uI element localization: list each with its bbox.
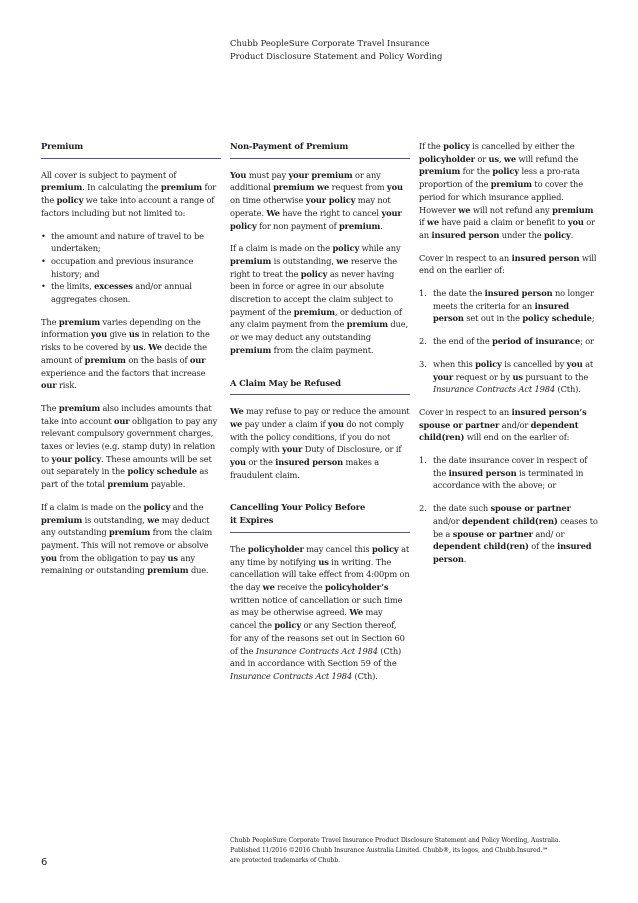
paragraph: The premium also includes amounts that take into account our obligation to pay any relevant compulsory government charges, taxes or levies (e.g. stamp duty) in relation to your policy. These amounts will be set out separately in the policy schedule as part of the total premium payable. [41,402,218,490]
section-heading-cancelling [230,501,410,526]
list-item: • occupation and previous insurance history; and [41,255,221,280]
footer-line: Published 11/2016 ©2016 Chubb Insurance Australia Limited. Chubb®, its logos, and Chubb.Insured.℠ [230,847,549,854]
heading-rule [41,158,221,159]
list-text: the date the insured person no longer meets the criteria for an insured person set out in the policy schedule; [433,288,595,324]
list-item [419,287,599,325]
bullet-list [41,230,221,306]
footer-line: Chubb PeopleSure Corporate Travel Insurance Product Disclosure Statement and Policy Wording, Australia. [230,837,561,844]
list-number: 1. [419,288,427,299]
list-item [419,358,599,396]
paragraph: If the policy is cancelled by either the policyholder or us, we will refund the premium for the policy less a pro-rata proportion of the premium to cover the period for which insurance applied. However we will not refund any premium if we have paid a claim or benefit to you or an insured person under the policy. [419,141,595,240]
section-heading-claim-refused: A Claim May be Refused [230,377,341,388]
paragraph: All cover is subject to payment of premium. In calculating the premium for the policy we take into account a range of factors including but not limited to: [41,169,217,218]
list-text: the date such spouse or partner and/or dependent child(ren) ceases to be a spouse or partner and/ or dependent child(ren) of the insured person. [433,503,598,564]
list-number: 2. [419,336,427,347]
list-text: when this policy is cancelled by you at your request or by us pursuant to the Insurance Contracts Act 1984 (Cth). [433,358,594,395]
header-title: Chubb PeopleSure Corporate Travel Insurance [230,38,430,48]
list-text: the date insurance cover in respect of the insured person is terminated in accordance with the above; or [433,455,588,491]
heading-line: Cancelling Your Policy Before [230,502,366,513]
list-text: the end of the period of insurance; or [433,336,594,347]
column-refund-cover [419,140,599,576]
page-number: 6 [41,857,48,868]
list-number: 1. [419,455,427,466]
list-item [419,502,599,566]
section-heading-non-payment: Non-Payment of Premium [230,141,349,151]
paragraph: We may refuse to pay or reduce the amount we pay under a claim if you do not comply with the policy conditions, if you do not comply with your Duty of Disclosure, or if you or the insured person makes a fraudulent claim. [230,406,410,480]
numbered-list [419,287,599,396]
paragraph: If a claim is made on the policy and the premium is outstanding, we may deduct any outstanding premium from the claim payment. This will not remove or absolve you from the obligation to pay us any remaining or outstanding premium due. [41,501,213,576]
list-number: 3. [419,358,427,369]
list-item: • the limits, excesses and/or annual aggregates chosen. [41,280,221,305]
heading-line: it Expires [230,515,274,526]
heading-rule [230,394,410,395]
paragraph: The premium varies depending on the information you give us in relation to the risks to be covered by us. We decide the amount of premium on the basis of our experience and the factors that increase our risk. [41,316,210,391]
paragraph: Cover in respect to an insured person will end on the earlier of: [419,252,597,276]
list-number: 2. [419,503,427,514]
heading-rule [230,532,410,533]
page-header [230,37,442,63]
list-item [419,335,599,348]
paragraph: You must pay your premium or any additional premium we request from you on time otherwise your policy may not operate. We have the right to cancel your policy for non payment of premium. [230,169,403,231]
numbered-list [419,454,599,566]
column-non-payment [230,140,410,693]
heading-rule [230,158,410,159]
list-item [419,454,599,492]
paragraph: If a claim is made on the policy while any premium is outstanding, we reserve the right to treat the policy as never having been in force or agree in our absolute discretion to accept the claim subject to payment of the premium, or deduction of any claim payment from the premium due, or we may deduct any outstanding premium from the claim payment. [230,243,409,355]
paragraph: Cover in respect to an insured person’s spouse or partner and/or dependent child(ren) will end on the earlier of: [419,406,587,443]
header-subtitle: Product Disclosure Statement and Policy Wording [230,51,443,61]
paragraph: The policyholder may cancel this policy at any time by notifying us in writing. The cancellation will take effect from 4:00pm on the day we receive the policyholder’s written notice of cancellation or such time as may be otherwise agreed. We may cancel the policy or any Section thereof, for any of the reasons set out in Section 60 of the Insurance Contracts Act 1984 (Cth) and in accordance with Section 59 of the Insurance Contracts Act 1984 (Cth). [230,543,410,681]
list-item: • the amount and nature of travel to be undertaken; [41,230,221,255]
section-heading-premium: Premium [41,141,83,151]
column-premium [41,140,221,587]
footer-line: are protected trademarks of Chubb. [230,857,340,864]
page-footer [230,836,590,866]
